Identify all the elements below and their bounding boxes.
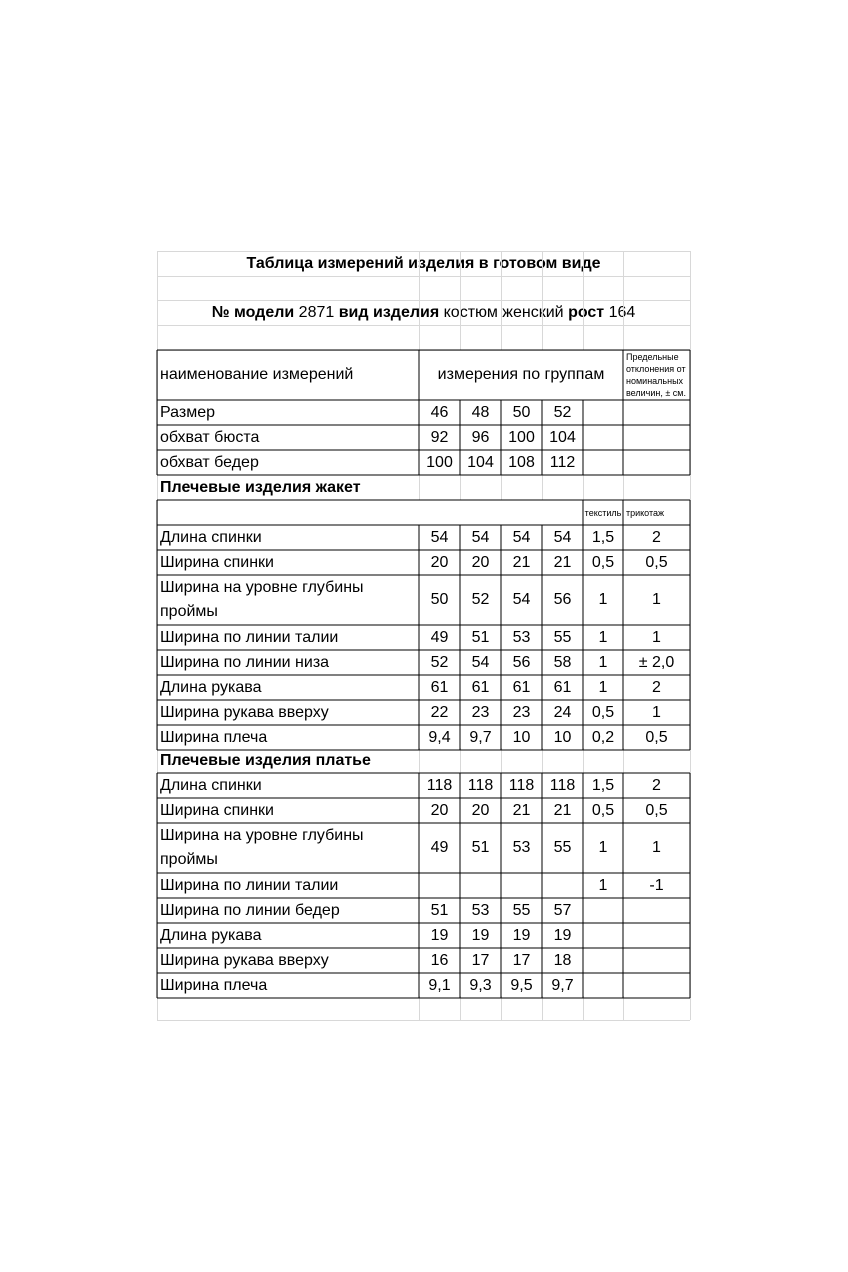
dress-row-4-value-1: [419, 873, 460, 898]
jacket-row-2-value-4: 21: [553, 553, 572, 571]
dress-row-1-label: Длина спинки: [160, 776, 262, 794]
model-label: № модели: [211, 303, 295, 321]
jacket-row-6-value-1: 61: [430, 678, 449, 696]
jacket-row-4-label: Ширина по линии талии: [160, 628, 339, 646]
dress-row-5-label: Ширина по линии бедер: [160, 901, 340, 919]
model-value: 2871: [298, 303, 335, 321]
dress-row-4-value-2: [460, 873, 501, 898]
jacket-row-6-label: Длина рукава: [160, 678, 262, 696]
dress-row-8-value-1: 9,1: [428, 976, 451, 994]
dress-row-2-value-3: 21: [512, 801, 531, 819]
dress-row-7-value-3: 17: [512, 951, 531, 969]
jacket-row-7-value-3: 23: [512, 703, 531, 721]
jacket-section-title: Плечевые изделия жакет: [160, 478, 361, 496]
jacket-row-7-value-1: 22: [430, 703, 449, 721]
jacket-row-8-value-3: 10: [512, 728, 531, 746]
dress-row-3-value-2: 51: [471, 839, 490, 856]
dress-row-8-value-2: 9,3: [469, 976, 492, 994]
jacket-row-4-value-3: 53: [512, 628, 531, 646]
jacket-row-8-value-4: 10: [553, 728, 572, 746]
dress-row-8-textile-deviation: [583, 973, 623, 998]
dress-row-1-textile-deviation: 1,5: [591, 776, 615, 794]
dress-row-7-value-4: 18: [553, 951, 572, 969]
jacket-row-8-textile-deviation: 0,2: [591, 728, 615, 746]
jacket-row-2-value-2: 20: [471, 553, 490, 571]
dress-row-2-value-4: 21: [553, 801, 572, 819]
dress-row-4-knit-deviation: -1: [649, 876, 664, 894]
header-groups-column: измерения по группам: [437, 366, 605, 383]
dress-row-3-textile-deviation: 1: [598, 839, 608, 856]
dress-row-4-value-4: [542, 873, 583, 898]
dress-row-6-value-3: 19: [512, 926, 531, 944]
height-label: рост: [568, 303, 605, 321]
jacket-row-6-value-3: 61: [512, 678, 531, 696]
table-title: Таблица измерений изделия в готовом виде: [246, 254, 601, 272]
subheader-textile: текстиль: [584, 507, 622, 518]
dress-row-4-label: Ширина по линии талии: [160, 876, 339, 894]
jacket-row-5-value-1: 52: [430, 653, 449, 671]
jacket-row-5-value-3: 56: [512, 653, 531, 671]
type-label: вид изделия: [338, 303, 440, 321]
dress-row-8-value-3: 9,5: [510, 976, 533, 994]
dress-row-5-value-2: 53: [471, 901, 490, 919]
jacket-row-3-value-1: 50: [430, 591, 449, 608]
dress-row-5-value-1: 51: [430, 901, 449, 919]
jacket-row-5-knit-deviation: ± 2,0: [638, 653, 675, 671]
size-row-3-value-3: 108: [508, 453, 535, 471]
dress-row-1-value-1: 118: [426, 776, 453, 794]
jacket-row-5-label: Ширина по линии низа: [160, 653, 330, 671]
jacket-row-1-value-2: 54: [471, 528, 490, 546]
jacket-row-5-value-2: 54: [471, 653, 490, 671]
jacket-row-4-value-1: 49: [430, 628, 449, 646]
size-row-1-value-4: 52: [553, 403, 572, 421]
jacket-row-4-value-4: 55: [553, 628, 572, 646]
jacket-row-8-knit-deviation: 0,5: [645, 728, 668, 746]
jacket-row-2-knit-deviation: 0,5: [645, 553, 668, 571]
size-row-1-label: Размер: [160, 403, 215, 421]
size-row-3-label: обхват бедер: [160, 453, 259, 471]
size-row-1-value-3: 50: [512, 403, 531, 421]
jacket-row-1-value-4: 54: [553, 528, 572, 546]
dress-row-7-textile-deviation: [583, 948, 623, 973]
jacket-row-4-value-2: 51: [471, 628, 490, 646]
dress-row-6-value-2: 19: [471, 926, 490, 944]
size-row-3-value-2: 104: [467, 453, 494, 471]
dress-row-1-knit-deviation: 2: [652, 776, 661, 794]
jacket-row-8-label: Ширина плеча: [160, 728, 268, 746]
jacket-row-1-label: Длина спинки: [160, 528, 262, 546]
jacket-row-1-value-1: 54: [430, 528, 449, 546]
size-row-1-value-2: 48: [471, 403, 490, 421]
dress-row-2-knit-deviation: 0,5: [645, 801, 668, 819]
type-value: костюм женский: [443, 303, 564, 321]
dress-row-5-textile-deviation: [583, 898, 623, 923]
dress-row-1-value-2: 118: [467, 776, 494, 794]
dress-row-3-label: Ширина на уровне глубины проймы: [160, 827, 364, 868]
size-row-2-value-1: 92: [430, 428, 449, 446]
dress-row-1-value-4: 118: [549, 776, 576, 794]
jacket-row-3-value-4: 56: [553, 591, 572, 608]
dress-row-7-value-2: 17: [471, 951, 490, 969]
jacket-row-7-label: Ширина рукава вверху: [160, 703, 329, 721]
size-row-3-value-4: 112: [549, 453, 576, 471]
dress-row-6-value-1: 19: [430, 926, 449, 944]
dress-row-3-knit-deviation: 1: [652, 839, 661, 856]
header-name-column: наименование измерений: [160, 366, 354, 383]
dress-row-3-value-3: 53: [512, 839, 531, 856]
jacket-row-7-knit-deviation: 1: [652, 703, 661, 721]
jacket-row-1-textile-deviation: 1,5: [591, 528, 615, 546]
jacket-row-8-value-1: 9,4: [428, 728, 451, 746]
dress-row-5-value-3: 55: [512, 901, 531, 919]
jacket-row-3-value-2: 52: [471, 591, 490, 608]
dress-row-2-value-2: 20: [471, 801, 490, 819]
jacket-row-5-textile-deviation: 1: [598, 653, 608, 671]
dress-row-2-label: Ширина спинки: [160, 801, 274, 819]
jacket-row-2-value-1: 20: [430, 553, 449, 571]
dress-row-2-textile-deviation: 0,5: [591, 801, 615, 819]
dress-section-title: Плечевые изделия платье: [160, 751, 371, 769]
dress-row-5-knit-deviation: [623, 898, 690, 923]
jacket-row-2-value-3: 21: [512, 553, 531, 571]
jacket-row-3-knit-deviation: 1: [652, 591, 661, 608]
dress-row-8-value-4: 9,7: [551, 976, 574, 994]
jacket-row-8-value-2: 9,7: [469, 728, 492, 746]
size-row-2-label: обхват бюста: [160, 428, 260, 446]
dress-row-4-value-3: [501, 873, 542, 898]
dress-row-2-value-1: 20: [430, 801, 449, 819]
jacket-row-3-textile-deviation: 1: [598, 591, 608, 608]
dress-row-6-label: Длина рукава: [160, 926, 262, 944]
jacket-row-6-value-2: 61: [471, 678, 490, 696]
dress-row-6-knit-deviation: [623, 923, 690, 948]
jacket-row-7-value-2: 23: [471, 703, 490, 721]
dress-row-7-label: Ширина рукава вверху: [160, 951, 329, 969]
size-row-2-value-4: 104: [549, 428, 576, 446]
jacket-row-6-value-4: 61: [553, 678, 572, 696]
dress-row-3-value-4: 55: [553, 839, 572, 856]
size-row-3-value-1: 100: [426, 453, 453, 471]
dress-row-4-textile-deviation: 1: [598, 876, 608, 894]
size-row-2-value-2: 96: [471, 428, 490, 446]
jacket-row-1-value-3: 54: [512, 528, 531, 546]
jacket-row-1-knit-deviation: 2: [652, 528, 661, 546]
dress-row-5-value-4: 57: [553, 901, 572, 919]
jacket-row-2-textile-deviation: 0,5: [591, 553, 615, 571]
jacket-row-6-textile-deviation: 1: [598, 678, 608, 696]
dress-row-8-label: Ширина плеча: [160, 976, 268, 994]
size-row-2-value-3: 100: [508, 428, 535, 446]
dress-row-1-value-3: 118: [508, 776, 535, 794]
jacket-row-7-textile-deviation: 0,5: [591, 703, 615, 721]
dress-row-3-value-1: 49: [430, 839, 449, 856]
header-deviation-column: Предельные отклонения от номинальных величин, ± см.: [626, 352, 686, 398]
jacket-row-3-value-3: 54: [512, 591, 531, 608]
dress-row-7-value-1: 16: [430, 951, 449, 969]
jacket-row-7-value-4: 24: [553, 703, 572, 721]
height-value: 164: [608, 303, 636, 321]
size-row-1-value-1: 46: [430, 403, 449, 421]
jacket-row-3-label: Ширина на уровне глубины проймы: [160, 579, 364, 620]
dress-row-7-knit-deviation: [623, 948, 690, 973]
jacket-row-6-knit-deviation: 2: [652, 678, 661, 696]
jacket-row-5-value-4: 58: [553, 653, 572, 671]
subheader-knit: трикотаж: [625, 507, 665, 518]
jacket-row-4-knit-deviation: 1: [652, 628, 661, 646]
dress-row-6-value-4: 19: [553, 926, 572, 944]
dress-row-6-textile-deviation: [583, 923, 623, 948]
jacket-row-4-textile-deviation: 1: [598, 628, 608, 646]
jacket-row-2-label: Ширина спинки: [160, 553, 274, 571]
dress-row-8-knit-deviation: [623, 973, 690, 998]
